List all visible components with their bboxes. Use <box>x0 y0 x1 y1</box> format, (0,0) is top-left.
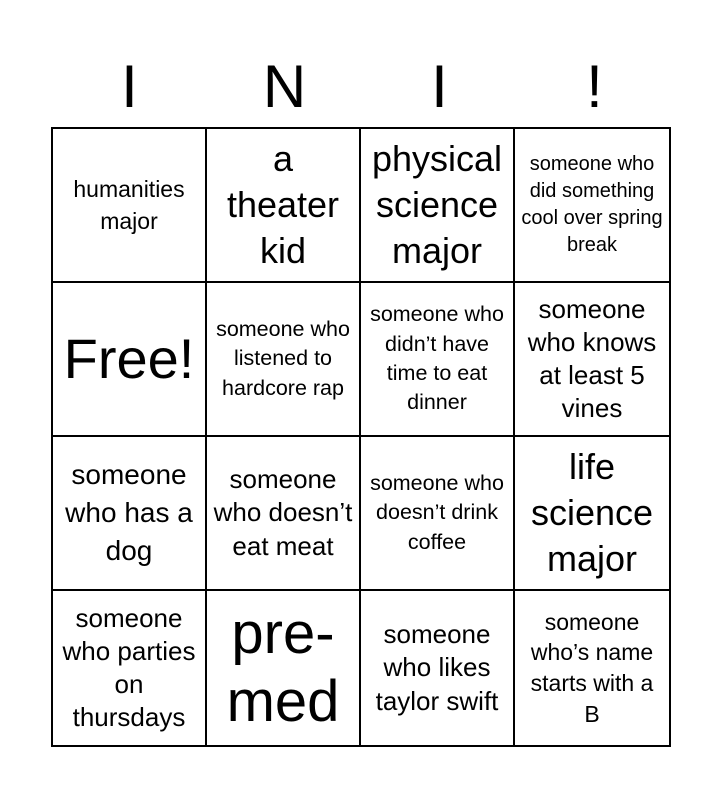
cell-text: someone who doesn’t eat meat <box>213 464 353 561</box>
cell-text: humanities major <box>73 175 185 234</box>
cell-text: someone who knows at least 5 vines <box>527 293 657 424</box>
cell-text: someone who doesn’t drink coffee <box>370 470 504 554</box>
bingo-cell[interactable] <box>207 283 361 437</box>
cell-text: someone who parties on thursdays <box>62 602 196 733</box>
bingo-cell[interactable] <box>515 283 669 437</box>
bingo-grid <box>51 127 671 747</box>
bingo-cell[interactable] <box>515 129 669 283</box>
free-space-cell[interactable] <box>53 283 207 437</box>
header-letter-2: N <box>262 53 307 120</box>
cell-text: someone who didn’t have time to eat dinner <box>370 302 504 415</box>
cell-text: someone who did something cool over spring break <box>521 153 663 256</box>
cell-text: life science major <box>530 446 654 579</box>
bingo-cell[interactable] <box>361 283 515 437</box>
cell-text: physical science major <box>371 138 503 271</box>
bingo-cell[interactable] <box>515 437 669 591</box>
header-letter-3: I <box>431 53 448 120</box>
bingo-cell[interactable] <box>53 437 207 591</box>
cell-text: someone who has a dog <box>65 459 193 566</box>
cell-text: someone who listened to hardcore rap <box>216 316 350 400</box>
bingo-cell[interactable] <box>207 591 361 745</box>
bingo-cell[interactable] <box>361 591 515 745</box>
cell-text: someone who likes taylor swift <box>375 619 499 716</box>
free-space-label: Free! <box>63 327 195 391</box>
bingo-cell[interactable] <box>515 591 669 745</box>
bingo-cell[interactable] <box>207 437 361 591</box>
bingo-cell[interactable] <box>361 129 515 283</box>
bingo-cell[interactable] <box>207 129 361 283</box>
cell-text: a theater kid <box>226 138 340 271</box>
cell-text: someone who’s name starts with a B <box>530 608 654 727</box>
bingo-cell[interactable] <box>53 129 207 283</box>
header-letter-4: ! <box>586 53 603 120</box>
cell-text: pre-med <box>226 601 340 734</box>
header-letter-1: I <box>121 53 138 120</box>
bingo-cell[interactable] <box>53 591 207 745</box>
bingo-header <box>52 52 672 122</box>
bingo-cell[interactable] <box>361 437 515 591</box>
